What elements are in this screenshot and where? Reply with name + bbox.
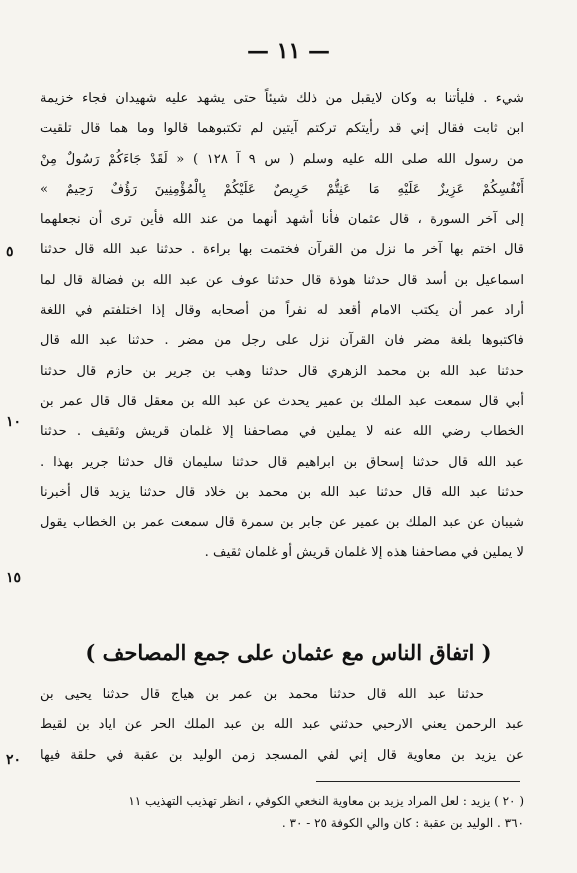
text-line: حدثنا عبد الله قال حدثنا محمد بن عمر بن هياج قال حدثنا يحيى بن xyxy=(40,687,484,702)
text-line: فاكتبوها بلغة مضر فان القرآن نزل على رجل من مضر . حدثنا عبد الله قال xyxy=(40,333,524,349)
text-line: شيء . فليأتنا به وكان لايقبل من ذلك شيئاً حتى يشهد عليه شهيدان فجاء خزيمة xyxy=(40,91,524,106)
text-line: شيبان عن عبد الملك بن عمير عن جابر بن سمرة قال سمعت عمر بن الخطاب يقول xyxy=(40,515,524,531)
footnote-line: ( ٢٠ ) يزيد : لعل المراد يزيد بن معاوية النخعي الكوفي ، انظر تهذيب التهذيب ١١ xyxy=(128,794,524,808)
main-text xyxy=(40,84,524,569)
footnotes xyxy=(40,790,524,834)
footnote-line: ٣٦٠ . الوليد بن عقبة : كان والي الكوفة ٢٥ - ٣٠ . xyxy=(281,816,524,830)
text-line: عبد الرحمن يعني الارحبي حدثني عبد الله بن عبد الملك الحر عن اياد بن لقيط xyxy=(40,717,524,733)
section-heading: ( اتفاق الناس مع عثمان على جمع المصاحف ) xyxy=(85,640,492,665)
text-line: ابن ثابت فقال إني قد رأيتكم تركتم آيتين لم تكتبوهما قالوا وما هما قال تلقيت xyxy=(40,121,524,137)
text-line: من رسول الله صلى الله عليه وسلم ( س ٩ آ ١٢٨ ) « لَقَدْ جَاءَكُمْ رَسُولٌ مِنْ xyxy=(40,151,524,167)
line-number-10: ١٠ xyxy=(6,414,22,430)
text-line: لا يملين في مصاحفنا هذه إلا غلمان قريش أو غلمان ثقيف . xyxy=(204,545,524,561)
text-line: أبي قال سمعت عبد الملك بن عمير يحدث عن عبد الله بن معقل قال قال عمر بن xyxy=(40,393,524,409)
text-line: الخطاب رضي الله عنه لا يملين في مصاحفنا إلا غلمان قريش وثقيف . حدثنا xyxy=(40,424,524,440)
line-number-15: ١٥ xyxy=(6,570,22,586)
footnote-divider xyxy=(316,781,520,782)
text-line: حدثنا عبد الله قال حدثنا عبد الله بن محمد بن خلاد قال حدثنا يزيد قال أخبرنا xyxy=(40,484,524,500)
text-line: عن يزيد بن معاوية قال إني لفي المسجد زمن الوليد بن عقبة في حلقة فيها xyxy=(40,747,524,763)
text-line: قال اختم بها آخر ما نزل من القرآن فختمت بها براءة . حدثنا عبد الله قال حدثنا xyxy=(40,242,524,258)
text-line: إلى آخر السورة ، قال عثمان فأنا أشهد أنهما من عند الله فأين ترى أن نجعلهما xyxy=(40,212,524,228)
main-text-continued xyxy=(40,680,524,771)
page-number: — ١١ — xyxy=(247,38,330,64)
line-number-5: ٥ xyxy=(6,244,14,260)
text-line: عبد الله قال حدثنا إسحاق بن ابراهيم قال حدثنا سليمان قال حدثنا جرير بهذا . xyxy=(40,454,524,470)
text-line: أراد عمر أن يكتب الامام أقعد له نفراً من أصحابه وقال إذا اختلفتم في اللغة xyxy=(40,303,524,319)
text-line: اسماعيل بن أسد قال حدثنا هوذة قال حدثنا عوف عن عبد الله بن فضالة قال لما xyxy=(40,272,524,288)
text-line: أَنْفُسِكُمْ عَزِيزٌ عَلَيْهِ مَا عَنِتُّمْ حَرِيصٌ عَلَيْكُمْ بِالْمُؤْمِنِينَ رَؤُفٌ رَحِيمٌ » xyxy=(40,181,524,197)
text-line: حدثنا عبد الله بن محمد الزهري قال حدثنا وهب بن جرير بن حازم قال حدثنا xyxy=(40,363,524,379)
line-number-20: ٢٠ xyxy=(6,752,22,768)
